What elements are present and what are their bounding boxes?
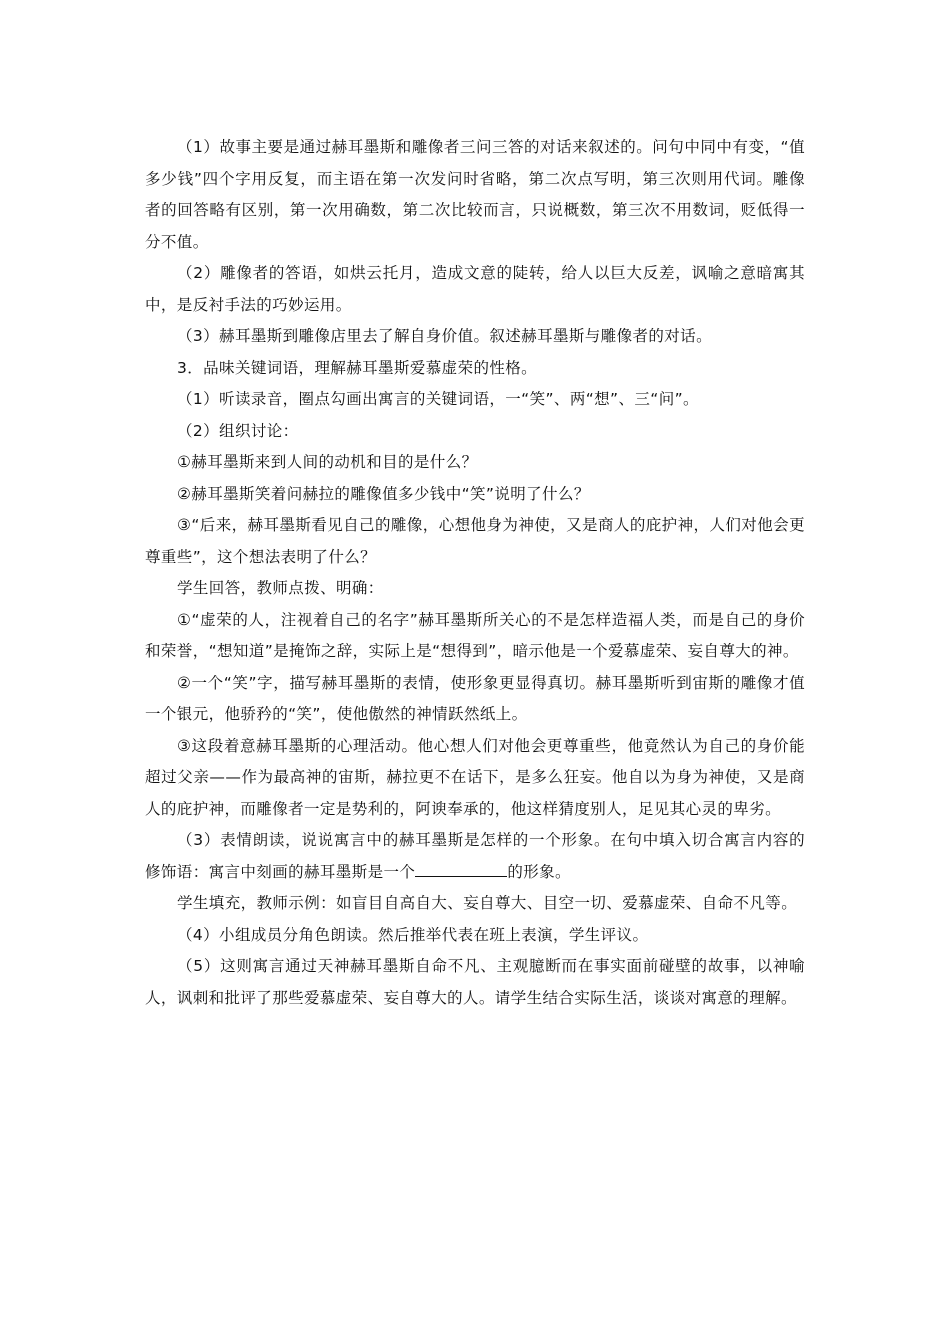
paragraph-1: （1）故事主要是通过赫耳墨斯和雕像者三问三答的对话来叙述的。问句中同中有变，“值多少钱”四个字用反复，而主语在第一次发问时省略，第二次点写明，第三次则用代词。雕像者的回答略有区别，第一次用确数，第二次比较而言，只说概数，第三次不用数词，贬低得一分不值。 [145,138,805,251]
section-heading-3: 3．品味关键词语，理解赫耳墨斯爱慕虚荣的性格。 [177,358,538,377]
paragraph-moral: （5）这则寓言通过天神赫耳墨斯自命不凡、主观臆断而在事实面前碰壁的故事，以神喻人，讽刺和批评了那些爱慕虚荣、妄自尊大的人。请学生结合实际生活，谈谈对寓意的理解。 [145,957,805,1007]
paragraph-listen: （1）听读录音，圈点勾画出寓言的关键词语，一“笑”、两“想”、三“问”。 [177,390,699,408]
paragraph-discuss: （2）组织讨论： [177,421,299,440]
answer-1: ①“虚荣的人，注视着自己的名字”赫耳墨斯所关心的不是怎样造福人类，而是自己的身价和荣誉，“想知道”是掩饰之辞，实际上是“想得到”，暗示他是一个爱慕虚荣、妄自尊大的神。 [145,610,805,660]
paragraph-3: （3）赫耳墨斯到雕像店里去了解自身价值。叙述赫耳墨斯与雕像者的对话。 [177,327,712,345]
answer-intro: 学生回答，教师点拨、明确： [177,579,384,597]
fill-in-blank [415,860,507,877]
paragraph-2: （2）雕像者的答语，如烘云托月，造成文意的陡转，给人以巨大反差，讽喻之意暗寓其中，是反衬手法的巧妙运用。 [145,264,805,314]
document-page [145,132,805,1014]
answer-3: ③这段着意赫耳墨斯的心理活动。他心想人们对他会更尊重些，他竟然认为自己的身价能超过父亲——作为最高神的宙斯，赫拉更不在话下，是多么狂妄。他自以为身为神使，又是商人的庇护神，而雕像者一定是势利的，阿谀奉承的，他这样猜度别人，足见其心灵的卑劣。 [145,736,805,818]
question-3: ③“后来，赫耳墨斯看见自己的雕像，心想他身为神使，又是商人的庇护神，人们对他会更尊重些”，这个想法表明了什么？ [145,516,805,566]
paragraph-roleplay: （4）小组成员分角色朗读。然后推举代表在班上表演，学生评议。 [177,925,649,944]
example-answers: 学生填充，教师示例：如盲目自高自大、妄自尊大、目空一切、爱慕虚荣、自命不凡等。 [177,894,798,912]
question-2: ②赫耳墨斯笑着问赫拉的雕像值多少钱中“笑”说明了什么？ [177,484,590,503]
fill-in-text-before: （3）表情朗读，说说寓言中的赫耳墨斯是怎样的一个形象。在句中填入切合寓言内容的修饰语：寓言中刻画的赫耳墨斯是一个 [145,831,805,881]
fill-in-text-after: 的形象。 [507,862,571,881]
question-1: ①赫耳墨斯来到人间的动机和目的是什么？ [177,453,478,471]
answer-2: ②一个“笑”字，描写赫耳墨斯的表情，使形象更显得真切。赫耳墨斯听到宙斯的雕像才值一个银元，他骄矜的“笑”，使他傲然的神情跃然纸上。 [145,673,805,723]
fill-in-paragraph [145,825,805,888]
